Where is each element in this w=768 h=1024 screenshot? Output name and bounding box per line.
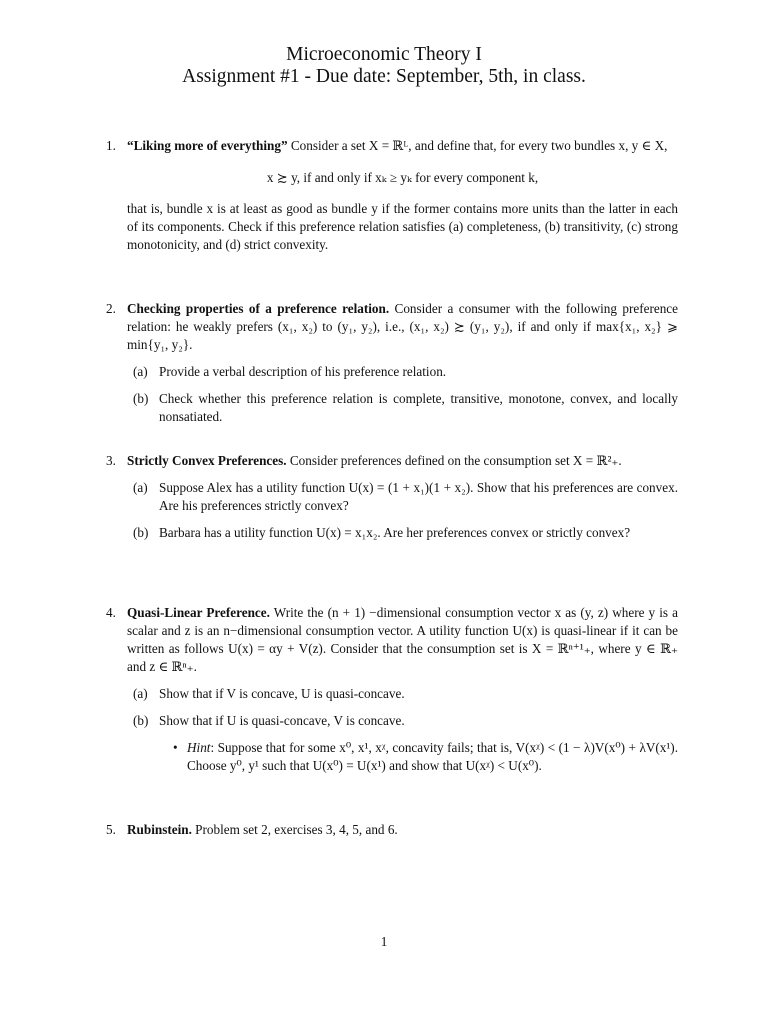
document-header: [0, 44, 768, 88]
problem-intro-text: Consider a set X = ℝᴸ, and define that, for every two bundles x, y ∈ X,: [290, 138, 668, 153]
problem-intro: [127, 452, 678, 470]
problem-1: [106, 137, 678, 254]
problem-title: Checking properties of a preference relation.: [127, 301, 390, 316]
subquestion-item: [127, 712, 678, 730]
subquestion-label: (a): [133, 364, 148, 379]
problem-title: “Liking more of everything”: [127, 138, 288, 153]
problem-intro: [127, 137, 678, 155]
subquestion-label: (a): [133, 686, 148, 701]
problem-intro-text: Write the (n + 1) −dimensional consumption vector x as (y, z) where y is a scalar and z is an n−dimensional consumption vector. A utility function U(x) is quasi-linear if it can be written as follows U(x) = αy + V(z). Consider that the consumption set is X = ℝⁿ⁺¹₊, where y ∈ ℝ₊ and z ∈ ℝⁿ₊.: [127, 605, 678, 674]
document-subtitle: Assignment #1 - Due date: September, 5th, in class.: [182, 66, 586, 87]
document-title: Microeconomic Theory I: [286, 44, 482, 65]
hint-label: Hint: [187, 740, 211, 755]
subquestion-item: [127, 390, 678, 426]
problem-intro: [127, 821, 678, 839]
problem-number: 3.: [106, 453, 116, 468]
problem-title: Strictly Convex Preferences.: [127, 453, 287, 468]
subquestion-label: (a): [133, 480, 148, 495]
subquestion-text: Show that if U is quasi-concave, V is concave.: [159, 713, 405, 728]
subquestion-text: Check whether this preference relation is complete, transitive, monotone, convex, and locally nonsatiated.: [159, 391, 678, 424]
problem-number: 4.: [106, 605, 116, 620]
subquestion-text: Suppose Alex has a utility function U(x) = (1 + x₁)(1 + x₂). Show that his preferences are convex. Are his preferences strictly convex?: [159, 480, 678, 513]
problem-intro: [127, 300, 678, 354]
subquestion-item: [127, 524, 678, 542]
hint-item: [141, 739, 678, 775]
subquestion-text: Barbara has a utility function U(x) = x₁x₂. Are her preferences convex or strictly convex?: [159, 525, 631, 540]
page-number: 1: [380, 934, 388, 949]
subquestion-label: (b): [133, 525, 149, 540]
subquestion-text: Provide a verbal description of his preference relation.: [159, 364, 447, 379]
subquestion-item: [127, 479, 678, 515]
problem-body: that is, bundle x is at least as good as bundle y if the former contains more units than the latter in each of its components. Check if this preference relation satisfies (a) completeness, (b) transitivity, (c) strong monotonicity, and (d) strict convexity.: [127, 201, 678, 252]
problem-intro: [127, 604, 678, 676]
problem-5: [106, 821, 678, 839]
subquestion-list: [127, 685, 678, 730]
problem-number: 2.: [106, 301, 116, 316]
problem-intro-text: Problem set 2, exercises 3, 4, 5, and 6.: [195, 822, 398, 837]
subquestion-label: (b): [133, 713, 149, 728]
problem-4: [106, 604, 678, 775]
problem-3: [106, 452, 678, 551]
hint-text: : Suppose that for some x⁰, x¹, xᵡ, concavity fails; that is, V(xᵡ) < (1 − λ)V(x⁰) + λV(x¹). Choose y⁰, y¹ such that U(x⁰) = U(x¹) and show that U(xᵡ) < U(x⁰).: [187, 740, 678, 773]
subquestion-list: [127, 479, 678, 542]
subquestion-label: (b): [133, 391, 149, 406]
problem-title: Rubinstein.: [127, 822, 192, 837]
problem-title: Quasi-Linear Preference.: [127, 605, 270, 620]
problem-number: 5.: [106, 822, 116, 837]
bullet-icon: •: [173, 740, 178, 755]
subquestion-text: Show that if V is concave, U is quasi-concave.: [159, 686, 405, 701]
problem-number: 1.: [106, 138, 116, 153]
subquestion-item: [127, 363, 678, 381]
display-equation: x ≿ y, if and only if xₖ ≥ yₖ for every component k,: [266, 170, 539, 185]
problem-intro-text: Consider preferences defined on the consumption set X = ℝ²₊.: [289, 453, 622, 468]
subquestion-list: [127, 363, 678, 426]
subquestion-item: [127, 685, 678, 703]
problem-2: [106, 300, 678, 435]
problem-intro-text: Consider a consumer with the following preference relation: he weakly prefers (x₁, x₂) to (y₁, y₂), i.e., (x₁, x₂) ≿ (y₁, y₂), if and only if max{x₁, x₂} ⩾ min{y₁, y₂}.: [127, 301, 678, 352]
